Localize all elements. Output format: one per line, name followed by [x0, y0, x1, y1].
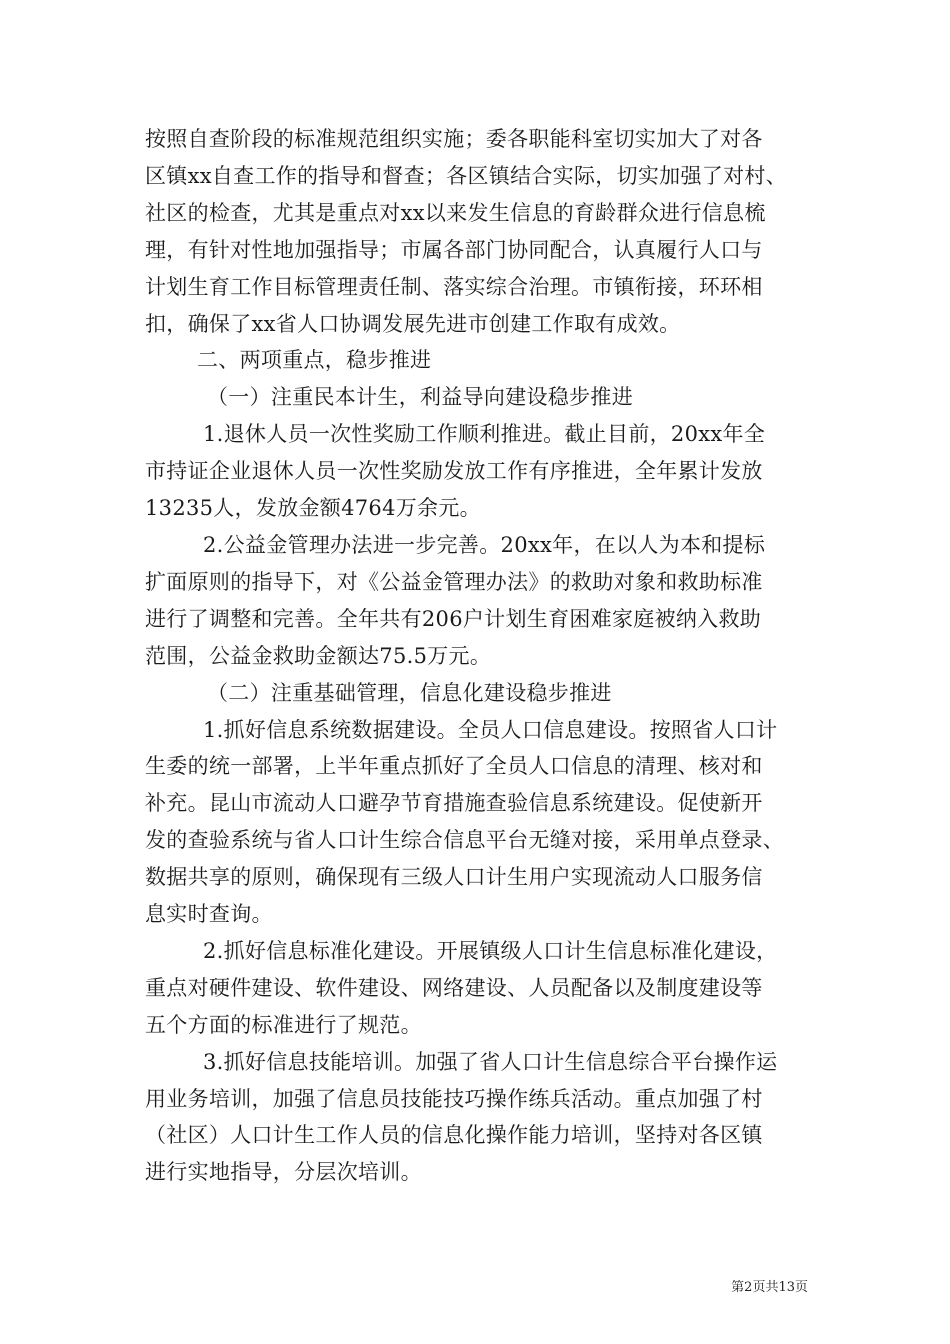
subsection-heading: （一）注重民本计生，利益导向建设稳步推进	[207, 385, 633, 410]
body-line: 1.抓好信息系统数据建设。全员人口信息建设。按照省人口计	[203, 717, 778, 742]
body-line: 生委的统一部署，上半年重点抓好了全员人口信息的清理、核对和	[145, 754, 763, 779]
body-line: 3.抓好信息技能培训。加强了省人口计生信息综合平台操作运	[203, 1049, 778, 1074]
body-line: 发的查验系统与省人口计生综合信息平台无缝对接，采用单点登录、	[145, 828, 784, 853]
body-line: 扣，确保了xx省人口协调发展先进市创建工作取有成效。	[145, 311, 681, 336]
body-line: 按照自查阶段的标准规范组织实施；委各职能科室切实加大了对各	[145, 127, 763, 151]
body-line: 重点对硬件建设、软件建设、网络建设、人员配备以及制度建设等	[145, 975, 763, 1000]
body-line: 理，有针对性地加强指导；市属各部门协同配合，认真履行人口与	[145, 237, 763, 262]
body-line: 补充。昆山市流动人口避孕节育措施查验信息系统建设。促使新开	[145, 791, 763, 816]
section-heading: 二、两项重点，稳步推进	[197, 348, 432, 373]
body-line: 2.抓好信息标准化建设。开展镇级人口计生信息标准化建设，	[203, 938, 778, 963]
body-line: 13235人，发放金额4764万余元。	[145, 496, 481, 521]
body-line: 1.退休人员一次性奖励工作顺利推进。截止目前，20xx年全	[203, 422, 766, 447]
body-line: 区镇xx自查工作的指导和督查；各区镇结合实际，切实加强了对村、	[145, 163, 787, 188]
body-line: 计划生育工作目标管理责任制、落实综合治理。市镇衔接，环环相	[145, 274, 763, 299]
document-body	[145, 121, 809, 1191]
body-line: 数据共享的原则，确保现有三级人口计生用户实现流动人口服务信	[145, 865, 763, 890]
body-line: 范围，公益金救助金额达75.5万元。	[145, 643, 492, 668]
subsection-heading: （二）注重基础管理，信息化建设稳步推进	[207, 680, 612, 705]
body-line: 五个方面的标准进行了规范。	[145, 1012, 422, 1037]
body-line: 用业务培训，加强了信息员技能技巧操作练兵活动。重点加强了村	[145, 1086, 763, 1111]
body-line: 扩面原则的指导下，对《公益金管理办法》的救助对象和救助标准	[145, 569, 763, 594]
body-line: 2.公益金管理办法进一步完善。20xx年，在以人为本和提标	[203, 532, 766, 557]
body-line: 市持证企业退休人员一次性奖励发放工作有序推进，全年累计发放	[145, 459, 763, 484]
body-line: 社区的检查，尤其是重点对xx以来发生信息的育龄群众进行信息梳	[145, 200, 766, 225]
body-line: 息实时查询。	[145, 902, 273, 927]
body-line: 进行了调整和完善。全年共有206户计划生育困难家庭被纳入救助	[145, 606, 762, 631]
body-line: （社区）人口计生工作人员的信息化操作能力培训，坚持对各区镇	[145, 1123, 763, 1148]
page-number-footer: 第2页共13页	[731, 1280, 808, 1295]
body-line: 进行实地指导，分层次培训。	[145, 1160, 422, 1185]
